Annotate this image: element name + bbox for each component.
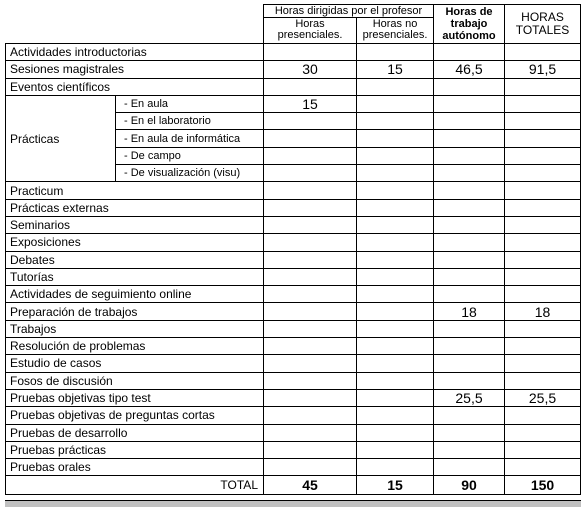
table-row	[6, 44, 581, 61]
header-totales: HORAS TOTALES	[505, 5, 581, 44]
practicas-label: Prácticas	[6, 95, 116, 181]
row-label: Trabajos	[6, 320, 264, 337]
row-label: Pruebas objetivas de preguntas cortas	[6, 407, 264, 424]
cell-totales: 91,5	[505, 61, 581, 78]
row-label: Resolución de problemas	[6, 338, 264, 355]
table-row	[6, 268, 581, 285]
row-label: Debates	[6, 251, 264, 268]
row-label: Pruebas de desarrollo	[6, 424, 264, 441]
cell-no-presenciales: 15	[357, 61, 434, 78]
cell-totales: 18	[505, 303, 581, 320]
row-label: Seminarios	[6, 216, 264, 233]
table-row	[6, 372, 581, 389]
header-presenciales: Horas presenciales.	[264, 18, 357, 44]
table-row	[6, 95, 581, 112]
total-label: TOTAL	[6, 476, 264, 495]
cell-autonomo: 25,5	[434, 389, 505, 406]
cell-autonomo: 18	[434, 303, 505, 320]
table-row	[6, 182, 581, 199]
total-row	[6, 476, 581, 495]
hours-table-container	[5, 4, 580, 504]
table-row	[6, 199, 581, 216]
total-autonomo: 90	[434, 476, 505, 495]
table-row	[6, 251, 581, 268]
row-label: Preparación de trabajos	[6, 303, 264, 320]
table-row	[6, 389, 581, 406]
header-row-1	[6, 5, 581, 18]
sub-row-label: - De campo	[116, 147, 264, 164]
table-row	[6, 424, 581, 441]
table-row	[6, 286, 581, 303]
row-label: Practicum	[6, 182, 264, 199]
cell-totales: 25,5	[505, 389, 581, 406]
row-label: Eventos científicos	[6, 78, 264, 95]
table-row	[6, 355, 581, 372]
sub-row-label: - En aula	[116, 95, 264, 112]
total-presenciales: 45	[264, 476, 357, 495]
header-group-label: Horas dirigidas por el profesor	[264, 5, 434, 18]
row-label: Estudio de casos	[6, 355, 264, 372]
table-row	[6, 459, 581, 476]
header-corner	[6, 5, 264, 44]
table-row	[6, 338, 581, 355]
total-totales: 150	[505, 476, 581, 495]
row-label: Fosos de discusión	[6, 372, 264, 389]
table-row	[6, 303, 581, 320]
table-row	[6, 234, 581, 251]
table-row	[6, 320, 581, 337]
row-label: Tutorías	[6, 268, 264, 285]
row-label: Prácticas externas	[6, 199, 264, 216]
cell-presenciales: 15	[264, 95, 357, 112]
row-label: Pruebas orales	[6, 459, 264, 476]
row-label: Pruebas prácticas	[6, 441, 264, 458]
table-row	[6, 61, 581, 78]
total-no-presenciales: 15	[357, 476, 434, 495]
sub-row-label: - De visualización (visu)	[116, 165, 264, 182]
header-autonomo: Horas de trabajo autónomo	[434, 5, 505, 44]
cell-autonomo: 46,5	[434, 61, 505, 78]
table-row	[6, 78, 581, 95]
row-label: Sesiones magistrales	[6, 61, 264, 78]
row-label: Pruebas objetivas tipo test	[6, 389, 264, 406]
row-label: Exposiciones	[6, 234, 264, 251]
table-row	[6, 441, 581, 458]
hours-table	[5, 4, 581, 495]
table-row	[6, 216, 581, 233]
cell-presenciales: 30	[264, 61, 357, 78]
row-label: Actividades de seguimiento online	[6, 286, 264, 303]
header-no-presenciales: Horas no presenciales.	[357, 18, 434, 44]
sub-row-label: - En aula de informática	[116, 130, 264, 147]
sub-row-label: - En el laboratorio	[116, 113, 264, 130]
row-label: Actividades introductorias	[6, 44, 264, 61]
table-row	[6, 407, 581, 424]
